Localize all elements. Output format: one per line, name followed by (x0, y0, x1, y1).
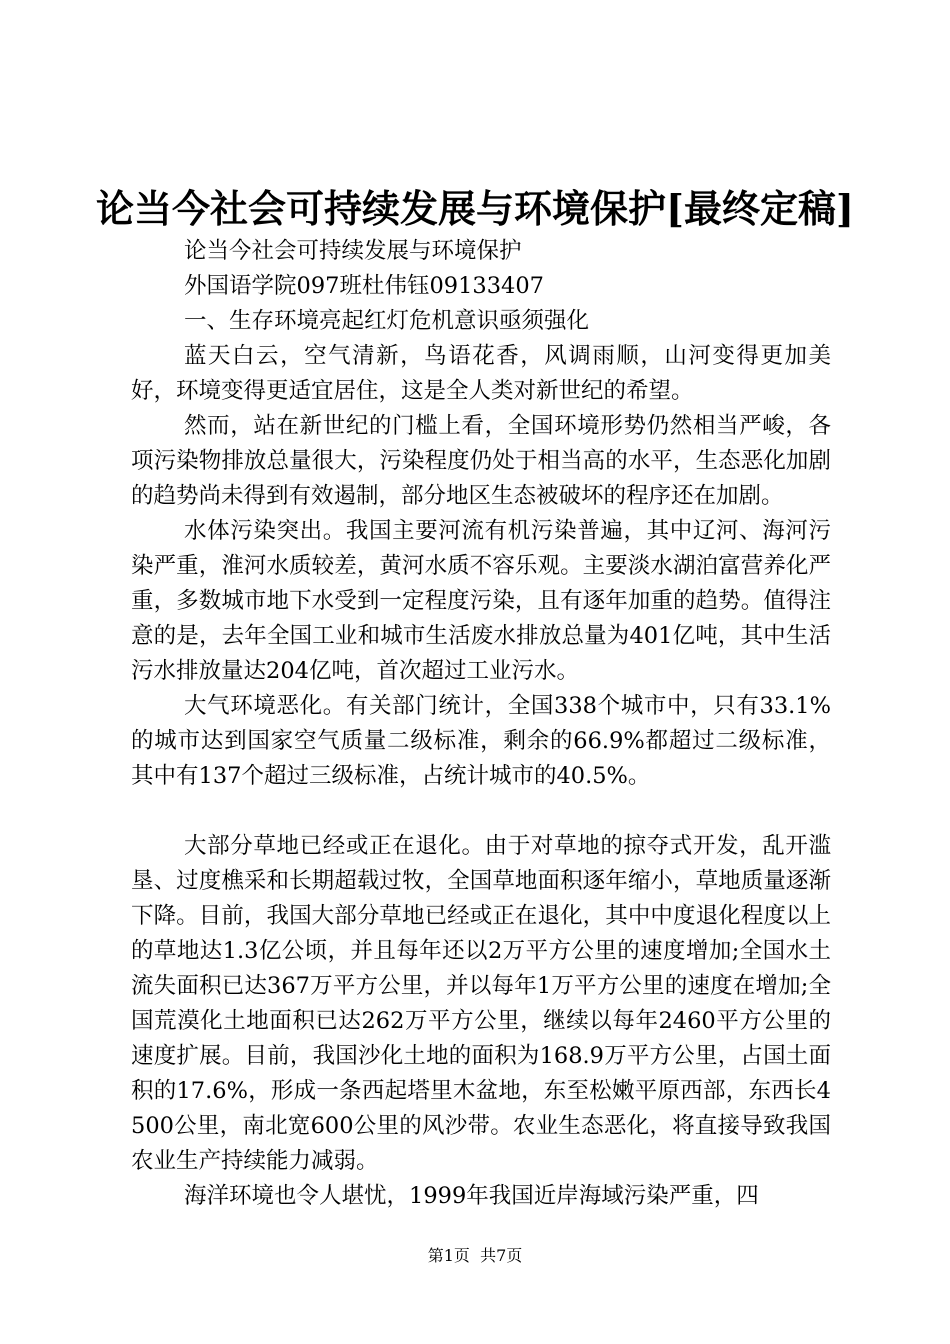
paragraph-water-pollution: 水体污染突出。我国主要河流有机污染普遍，其中辽河、海河污染严重，淮河水质较差，黄河水质不容乐观。主要淡水湖泊富营养化严重，多数城市地下水受到一定程度污染，且有逐年加重的趋势。值得注意的是，去年全国工业和城市生活废水排放总量为401亿吨，其中生活污水排放量达204亿吨，首次超过工业污水。 (131, 518, 831, 684)
paragraph-author: 外国语学院097班杜伟钰09133407 (184, 273, 544, 299)
paragraph-gap (131, 794, 831, 829)
document-body (131, 234, 831, 1214)
paragraph-situation: 然而，站在新世纪的门槛上看，全国环境形势仍然相当严峻，各项污染物排放总量很大，污染程度仍处于相当高的水平，生态恶化加剧的趋势尚未得到有效遏制，部分地区生态被破坏的程序还在加剧。 (131, 413, 831, 509)
page-footer (0, 1246, 950, 1266)
page-number-current: 第1页 (427, 1246, 470, 1265)
footer-separator (470, 1246, 480, 1265)
page-number-total: 共7页 (480, 1246, 523, 1265)
paragraph-hope: 蓝天白云，空气清新，鸟语花香，风调雨顺，山河变得更加美好，环境变得更适宜居住，这是全人类对新世纪的希望。 (131, 343, 831, 404)
paragraph-ocean: 海洋环境也令人堪忧，1999年我国近岸海域污染严重，四 (184, 1183, 759, 1209)
paragraph-section-heading: 一、生存环境亮起红灯危机意识亟须强化 (184, 308, 590, 334)
document-title: 论当今社会可持续发展与环境保护[最终定稿] (96, 186, 854, 231)
paragraph-air-pollution: 大气环境恶化。有关部门统计，全国338个城市中，只有33.1%的城市达到国家空气质量二级标准，剩余的66.9%都超过二级标准，其中有137个超过三级标准，占统计城市的40.5%。 (131, 693, 831, 789)
paragraph-grassland: 大部分草地已经或正在退化。由于对草地的掠夺式开发，乱开滥垦、过度樵采和长期超载过牧，全国草地面积逐年缩小，草地质量逐渐下降。目前，我国大部分草地已经或正在退化，其中中度退化程度以上的草地达1.3亿公顷，并且每年还以2万平方公里的速度增加;全国水土流失面积已达367万平方公里，并以每年1万平方公里的速度在增加;全国荒漠化土地面积已达262万平方公里，继续以每年2460平方公里的速度扩展。目前，我国沙化土地的面积为168.9万平方公里，占国土面积的17.6%，形成一条西起塔里木盆地，东至松嫩平原西部，东西长4500公里，南北宽600公里的风沙带。农业生态恶化，将直接导致我国农业生产持续能力减弱。 (131, 833, 831, 1174)
paragraph-subtitle: 论当今社会可持续发展与环境保护 (184, 238, 522, 264)
